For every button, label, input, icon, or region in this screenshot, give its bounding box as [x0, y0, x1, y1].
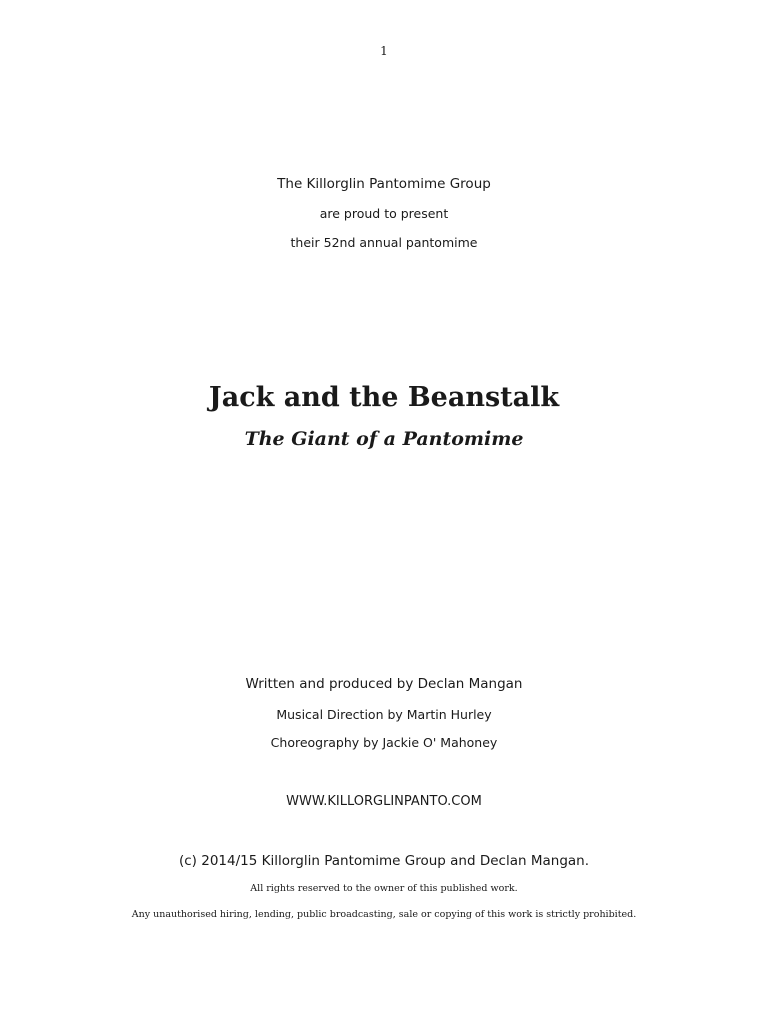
- present-line: are proud to present: [319, 206, 449, 221]
- group-name: The Killorglin Pantomime Group: [277, 176, 491, 192]
- prohibition-notice: Any unauthorised hiring, lending, public broadcasting, sale or copying of this work is strictly prohibited.: [131, 909, 637, 920]
- main-title: Jack and the Beanstalk: [208, 382, 560, 413]
- choreography-credit: Choreography by Jackie O' Mahoney: [270, 735, 498, 750]
- page-number: 1: [380, 44, 388, 58]
- annual-line: their 52nd annual pantomime: [290, 235, 478, 250]
- copyright-notice: (c) 2014/15 Killorglin Pantomime Group and Declan Mangan.: [178, 853, 590, 869]
- music-credit: Musical Direction by Martin Hurley: [276, 707, 492, 722]
- rights-notice: All rights reserved to the owner of this published work.: [250, 883, 518, 894]
- sub-title: The Giant of a Pantomime: [244, 428, 524, 450]
- website-link: WWW.KILLORGLINPANTO.COM: [286, 794, 482, 809]
- writer-credit: Written and produced by Declan Mangan: [245, 676, 523, 692]
